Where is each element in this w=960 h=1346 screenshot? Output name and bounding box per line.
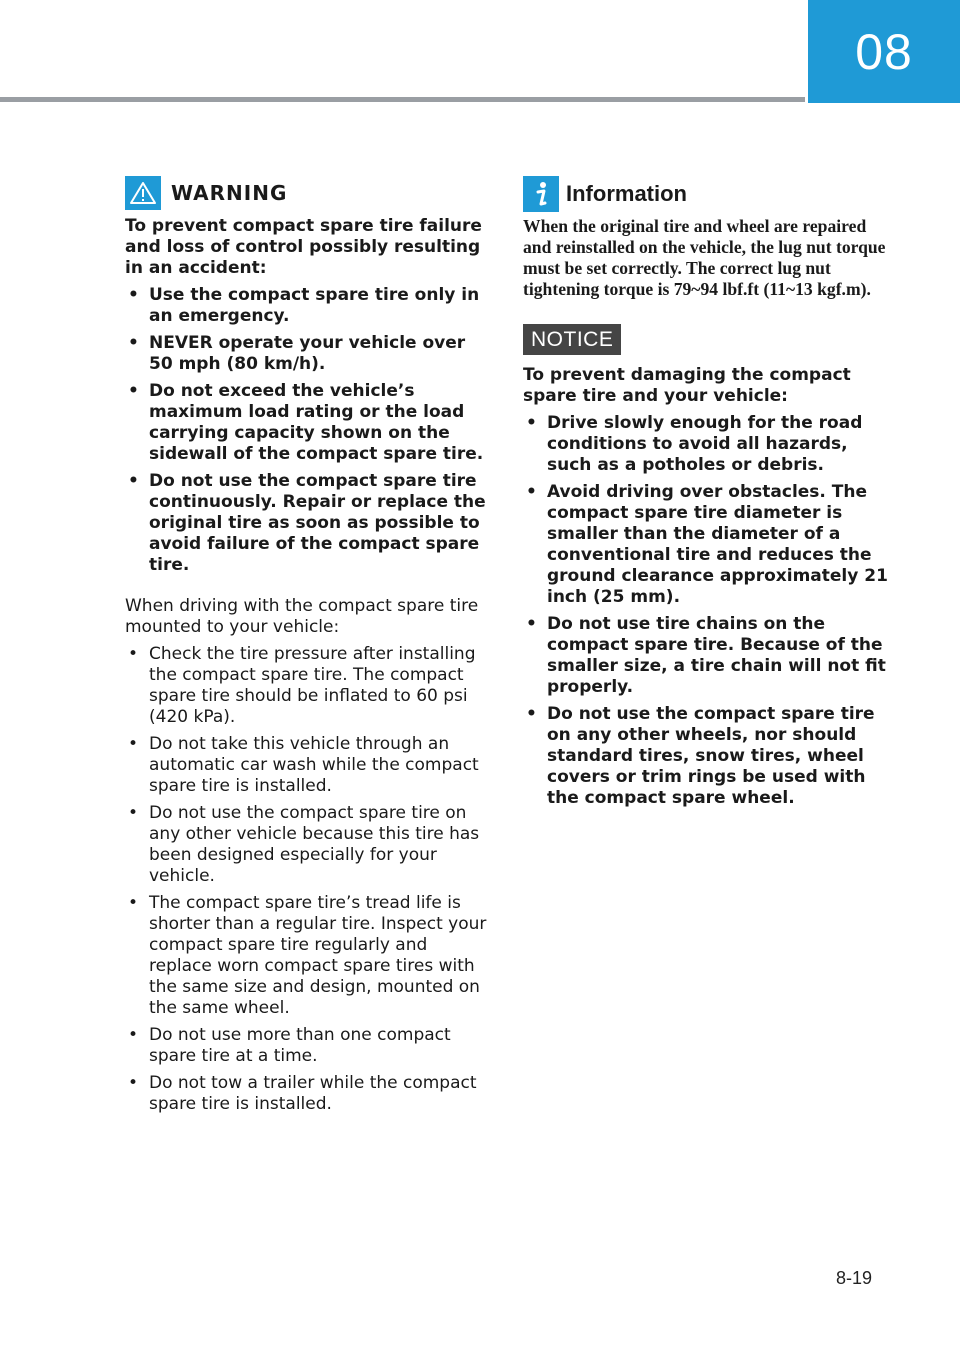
list-item: • Avoid driving over obstacles. The compact spare tire diameter is smaller than the diameter of a conventional tire and reduces the ground clearance approximately 21 inch (25 mm). xyxy=(526,482,888,607)
chapter-tab xyxy=(808,0,960,103)
page-number: 8-19 xyxy=(836,1268,873,1288)
list-item: • Do not use the compact spare tire continuously. Repair or replace the original tire as soon as possible to avoid failure of the compact spare tire. xyxy=(128,471,486,575)
warning-list xyxy=(125,285,493,576)
list-item: • Use the compact spare tire only in an emergency. xyxy=(128,285,480,326)
warning-triangle-icon xyxy=(125,176,161,210)
information-text: When the original tire and wheel are repaired and reinstalled on the vehicle, the lug nut torque must be set correctly. The correct lug nut tightening torque is 79~94 lbf.ft (11~13 kgf.m). xyxy=(523,216,886,299)
driving-intro: When driving with the compact spare tire mounted to your vehicle: xyxy=(125,596,479,637)
list-item: • Do not use more than one compact spare tire at a time. xyxy=(128,1025,451,1066)
notice-intro: To prevent damaging the compact spare tire and your vehicle: xyxy=(523,365,851,406)
notice-badge xyxy=(523,324,621,355)
list-item: • Do not use tire chains on the compact spare tire. Because of the smaller size, a tire chain will not fit properly. xyxy=(526,614,886,697)
information-header xyxy=(523,176,895,212)
list-item: • Do not tow a trailer while the compact spare tire is installed. xyxy=(128,1073,477,1114)
information-title: Information xyxy=(566,181,687,206)
warning-title: WARNING xyxy=(171,181,288,205)
list-item: • Check the tire pressure after installing the compact spare tire. The compact spare tire should be inflated to 60 psi (420 kPa). xyxy=(128,644,476,727)
notice-list xyxy=(523,413,895,809)
list-item: • NEVER operate your vehicle over 50 mph (80 km/h). xyxy=(128,333,466,374)
list-item: • Do not use the compact spare tire on any other wheels, nor should standard tires, snow tires, wheel covers or trim rings be used with the compact spare wheel. xyxy=(526,704,875,808)
warning-intro: To prevent compact spare tire failure and loss of control possibly resulting in an accident: xyxy=(125,216,482,278)
info-icon xyxy=(523,176,559,212)
notice-title: NOTICE xyxy=(531,328,614,351)
warning-header xyxy=(125,176,493,210)
header-rule xyxy=(0,97,805,102)
chapter-number: 08 xyxy=(855,23,913,80)
right-column xyxy=(523,176,895,815)
driving-list xyxy=(125,644,493,1115)
list-item: • Do not take this vehicle through an automatic car wash while the compact spare tire is installed. xyxy=(128,734,479,796)
list-item: • The compact spare tire’s tread life is shorter than a regular tire. Inspect your compact spare tire regularly and replace worn compact spare tires with the same size and design, mounted on the same wheel. xyxy=(128,893,487,1018)
list-item: • Do not exceed the vehicle’s maximum load rating or the load carrying capacity shown on the sidewall of the compact spare tire. xyxy=(128,381,484,464)
list-item: • Do not use the compact spare tire on any other vehicle because this tire has been designed especially for your vehicle. xyxy=(128,803,480,886)
list-item: • Drive slowly enough for the road conditions to avoid all hazards, such as a potholes or debris. xyxy=(526,413,863,475)
left-column xyxy=(125,176,493,1121)
